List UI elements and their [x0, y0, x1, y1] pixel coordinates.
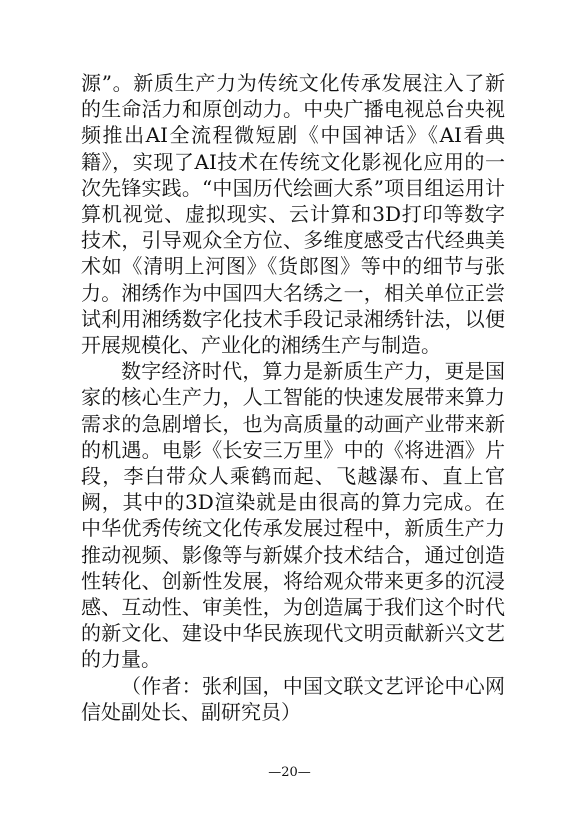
author-note: （作者：张利国，中国文联文艺评论中心网信处副处长、副研究员） — [81, 673, 505, 724]
paragraph-continuation: 源”。新质生产力为传统文化传承发展注入了新的生命活力和原创动力。中央广播电视总台央视频推出AI全流程微短剧《中国神话》《AI看典籍》，实现了AI技术在传统文化影视化应用的一次先锋实践。“中国历代绘画大系”项目组运用计算机视觉、虚拟现实、云计算和3D打印等数字技术，引导观众全方位、多维度感受古代经典美术如《清明上河图》《货郎图》等中的细节与张力。湘绣作为中国四大名绣之一，相关单位正尝试利用湘绣数字化技术手段记录湘绣针法，以便开展规模化、产业化的湘绣生产与制造。 — [81, 71, 505, 358]
body-text — [81, 70, 505, 725]
paragraph-digital-economy: 数字经济时代，算力是新质生产力，更是国家的核心生产力，人工智能的快速发展带来算力需求的急剧增长，也为高质量的动画产业带来新的机遇。电影《长安三万里》中的《将进酒》片段，李白带众人乘鹤而起、飞越瀑布、直上官阙，其中的3D渲染就是由很高的算力完成。在中华优秀传统文化传承发展过程中，新质生产力推动视频、影像等与新媒介技术结合，通过创造性转化、创新性发展，将给观众带来更多的沉浸感、互动性、审美性，为创造属于我们这个时代的新文化、建设中华民族现代文明贡献新兴文艺的力量。 — [81, 359, 505, 672]
page-number: —20— — [268, 765, 311, 780]
